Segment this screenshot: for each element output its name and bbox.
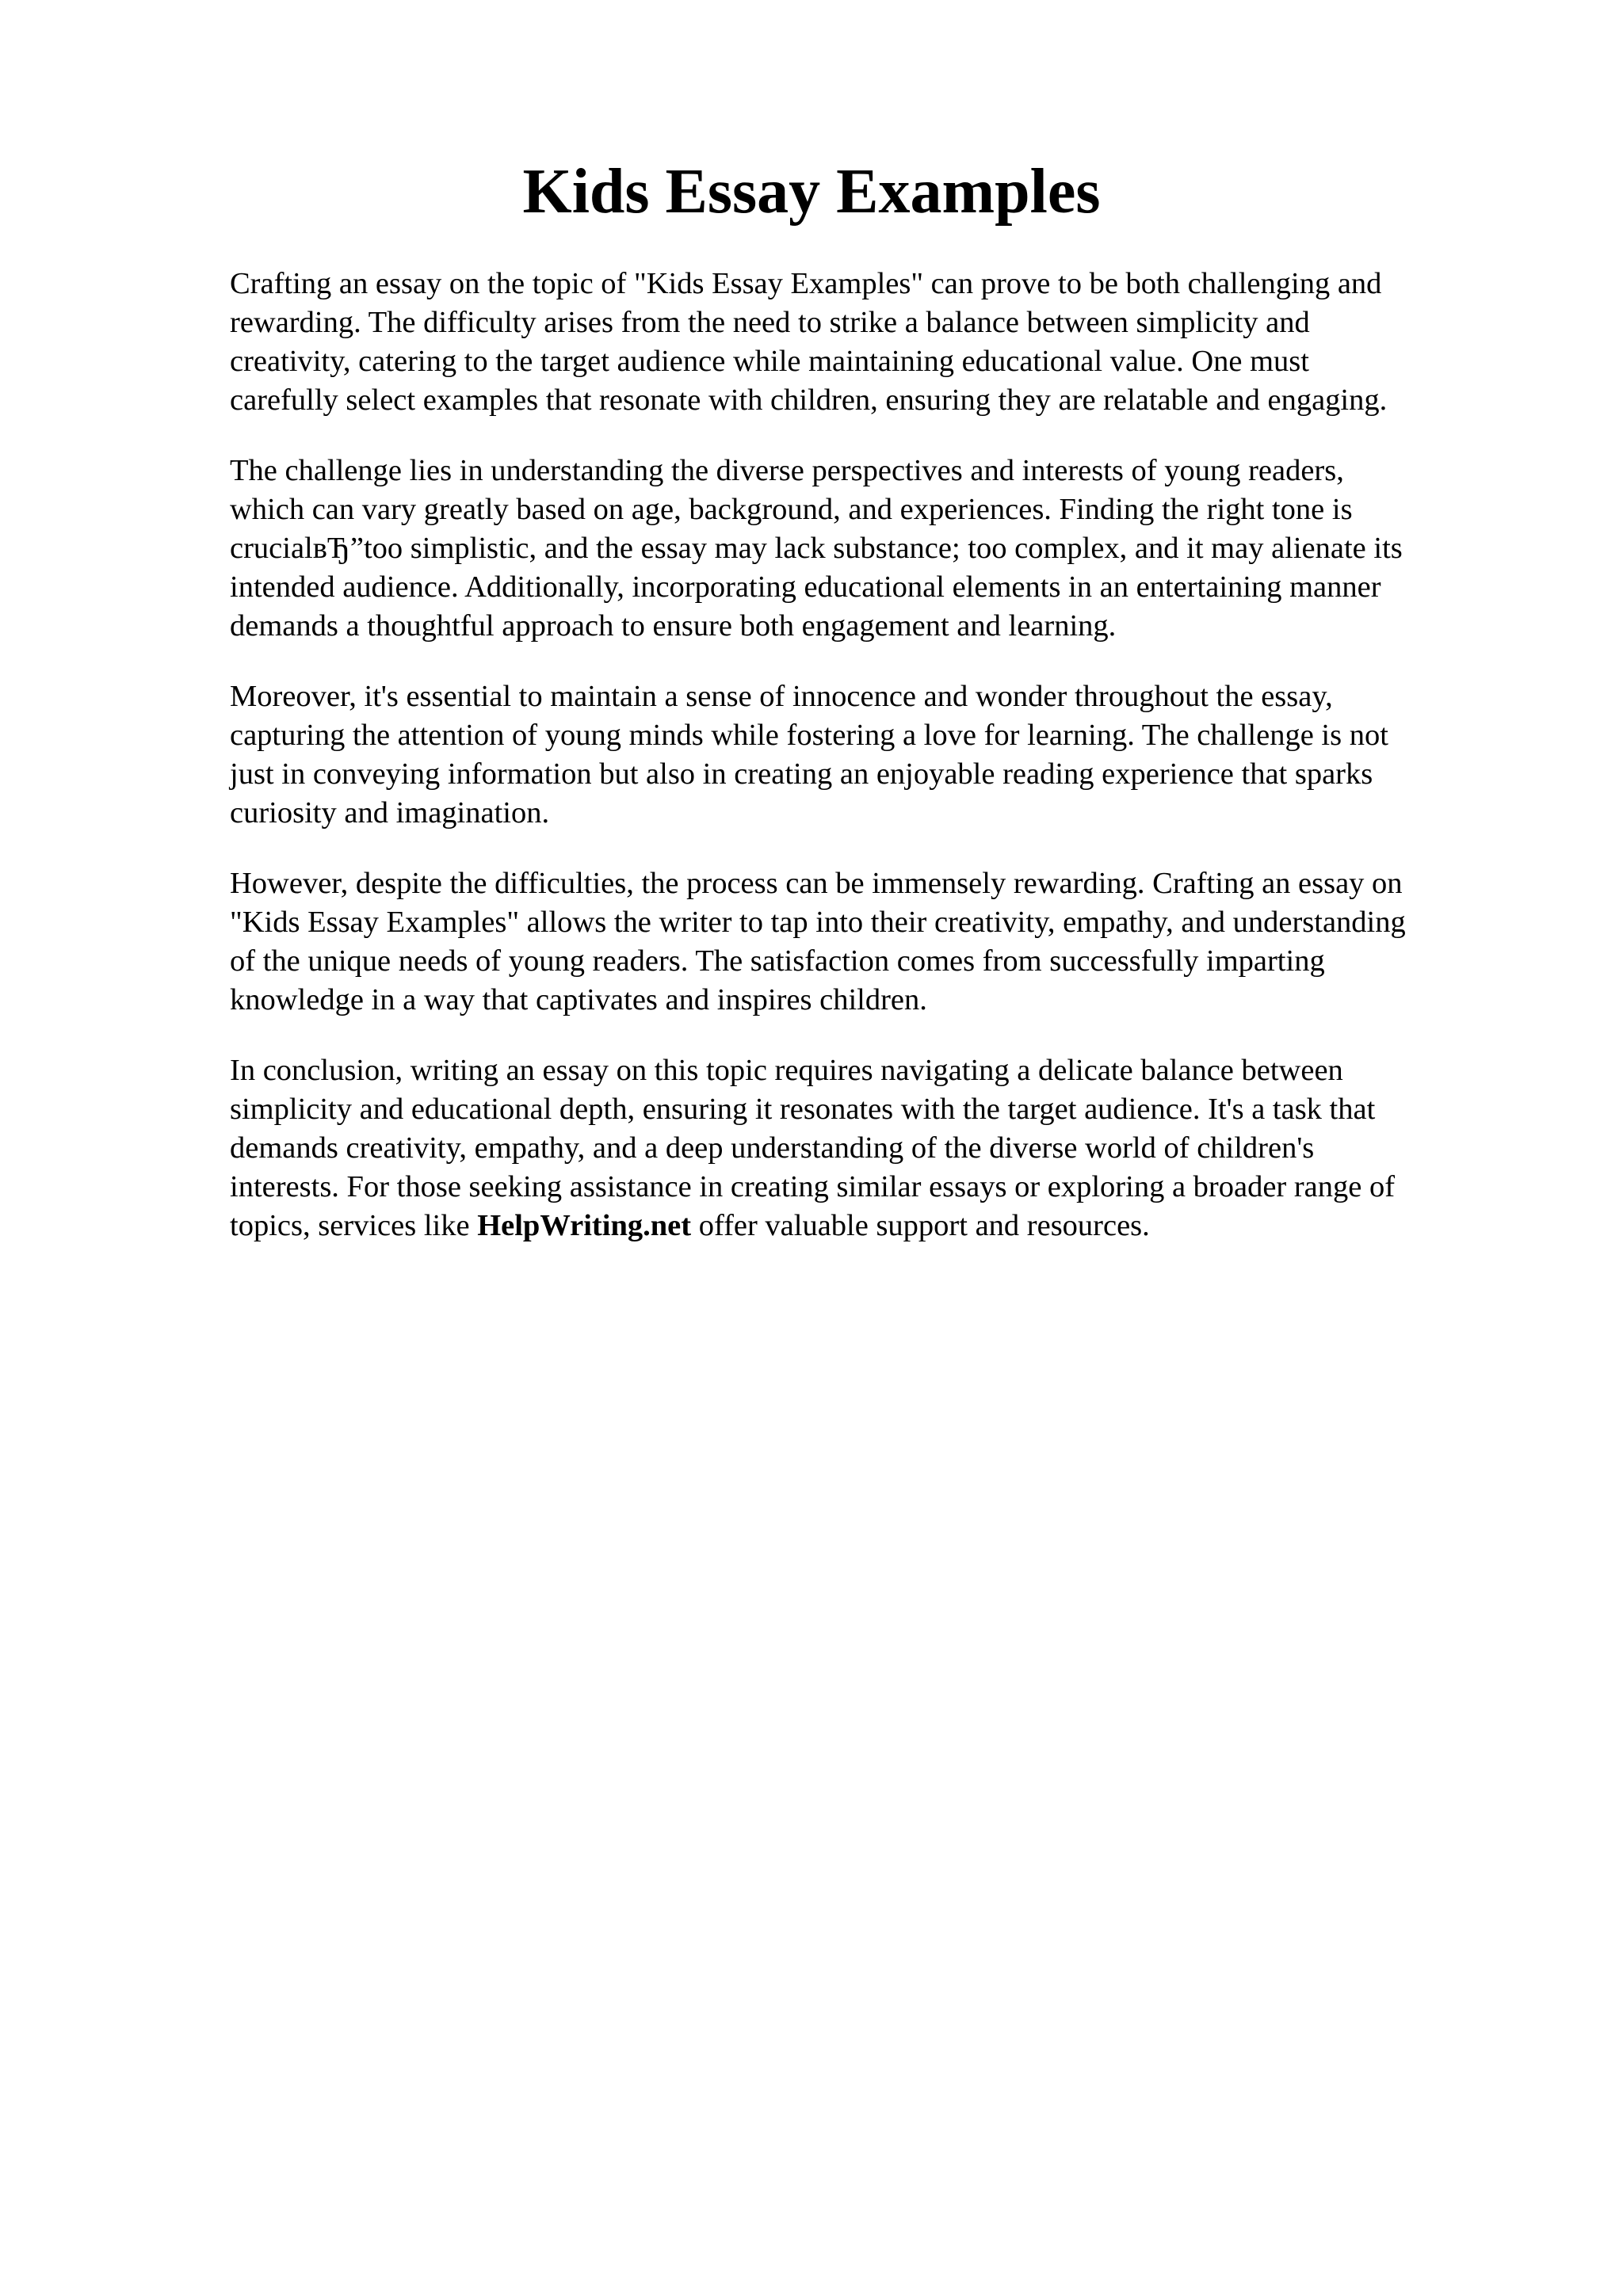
text-line: demands creativity, empathy, and a deep understanding of the diverse world of children's xyxy=(230,1131,1315,1165)
text-segment: topics, services like xyxy=(230,1209,478,1242)
text-segment: offer valuable support and resources. xyxy=(691,1209,1150,1242)
text-line: intended audience. Additionally, incorporating educational elements in an entertaining manner xyxy=(230,570,1381,604)
text-line: creativity, catering to the target audience while maintaining educational value. One must xyxy=(230,345,1309,378)
text-line: Moreover, it's essential to maintain a sense of innocence and wonder throughout the essay, xyxy=(230,680,1333,713)
text-line: of the unique needs of young readers. The satisfaction comes from successfully imparting xyxy=(230,944,1325,978)
text-line: knowledge in a way that captivates and inspires children. xyxy=(230,983,927,1016)
text-line: "Kids Essay Examples" allows the writer to tap into their creativity, empathy, and understanding xyxy=(230,906,1406,939)
text-line: In conclusion, writing an essay on this topic requires navigating a delicate balance between xyxy=(230,1054,1343,1087)
page-title: Kids Essay Examples xyxy=(522,157,1101,227)
text-line: which can vary greatly based on age, background, and experiences. Finding the right tone is xyxy=(230,493,1353,526)
text-line: interests. For those seeking assistance in creating similar essays or exploring a broader range of xyxy=(230,1170,1396,1203)
paragraph-4 xyxy=(230,864,1529,1020)
text-line: carefully select examples that resonate with children, ensuring they are relatable and engaging. xyxy=(230,383,1388,417)
text-line: just in conveying information but also in creating an enjoyable reading experience that sparks xyxy=(230,757,1373,791)
essay-body xyxy=(230,265,1529,1277)
paragraph-1 xyxy=(230,265,1529,420)
text-line: capturing the attention of young minds while fostering a love for learning. The challenge is not xyxy=(230,719,1388,752)
text-line-last xyxy=(230,1207,1529,1245)
paragraph-2 xyxy=(230,452,1529,646)
text-line: The challenge lies in understanding the diverse perspectives and interests of young readers, xyxy=(230,454,1344,487)
text-line: crucialвЂ”too simplistic, and the essay may lack substance; too complex, and it may alienate its xyxy=(230,532,1403,565)
text-line: rewarding. The difficulty arises from the need to strike a balance between simplicity and xyxy=(230,306,1310,339)
paragraph-3 xyxy=(230,677,1529,833)
text-line: simplicity and educational depth, ensuring it resonates with the target audience. It's a task that xyxy=(230,1093,1376,1126)
text-line: Crafting an essay on the topic of "Kids Essay Examples" can prove to be both challenging and xyxy=(230,267,1382,300)
text-line: However, despite the difficulties, the process can be immensely rewarding. Crafting an essay on xyxy=(230,867,1403,900)
paragraph-5 xyxy=(230,1051,1529,1245)
text-line: curiosity and imagination. xyxy=(230,796,550,830)
text-line: demands a thoughtful approach to ensure both engagement and learning. xyxy=(230,609,1117,643)
helpwriting-link[interactable]: HelpWriting.net xyxy=(477,1209,692,1242)
